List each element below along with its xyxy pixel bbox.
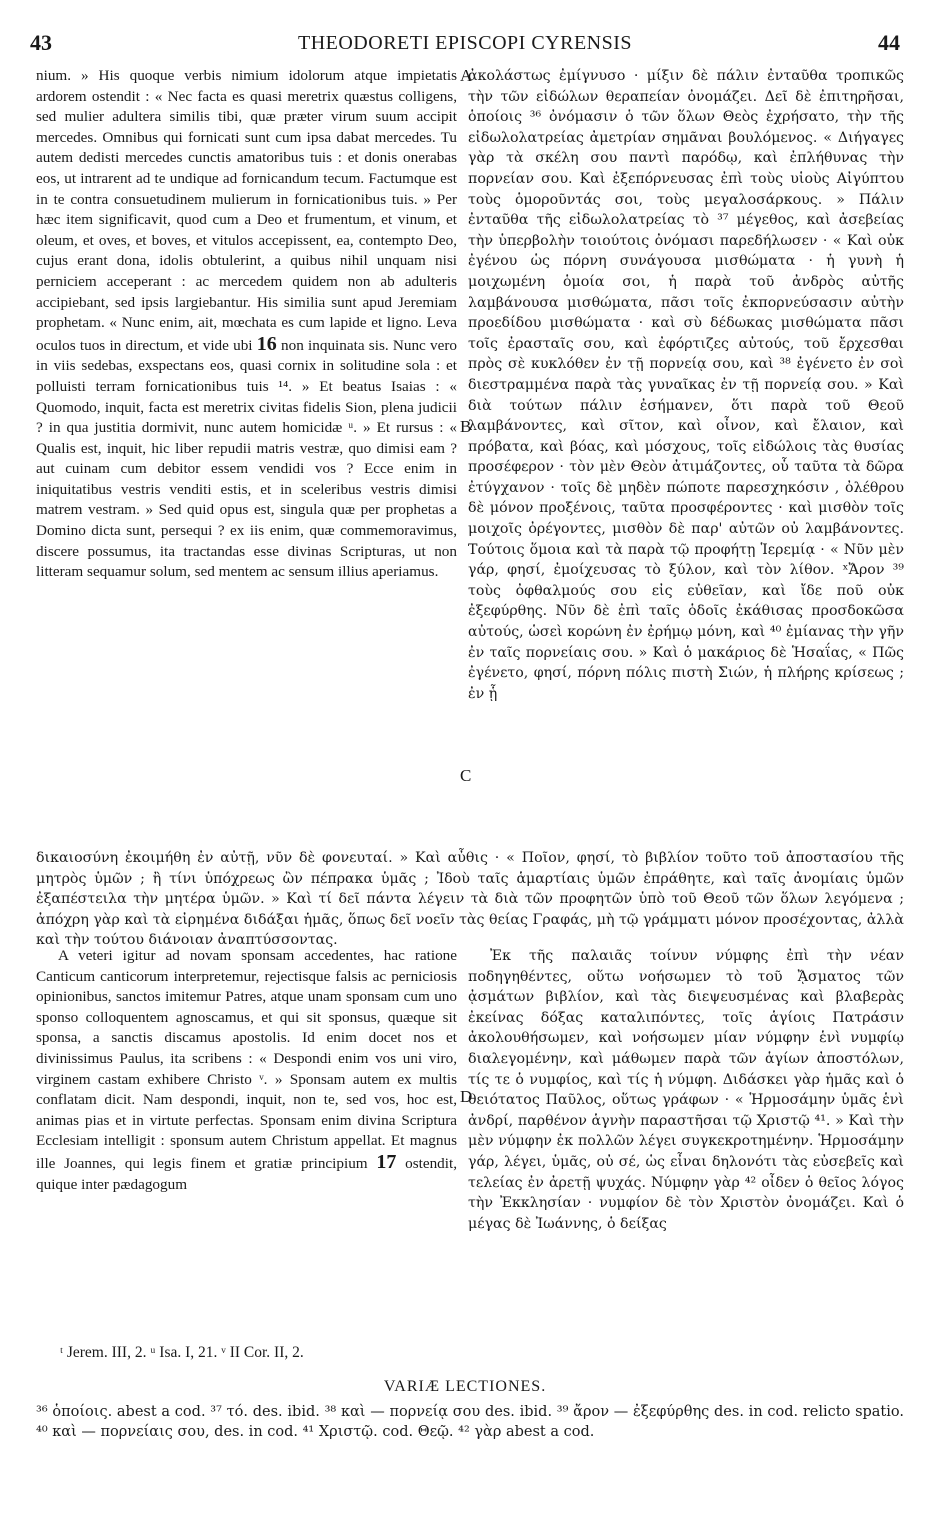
margin-marker-b: B bbox=[460, 417, 472, 436]
margin-marker-c: C bbox=[460, 766, 472, 785]
footnotes: ᵗ Jerem. III, 2. ᵘ Isa. I, 21. ᵛ II Cor. II, 2. bbox=[60, 1344, 304, 1361]
variae-lectiones-text: ³⁶ ὁποίοις. abest a cod. ³⁷ τό. des. ibid. ³⁸ καὶ — πορνείᾳ σου des. ibid. ³⁹ ἄρον — ἐξεφύρθης des. in cod. relicto spatio. ⁴⁰ καὶ — πορνείαις σου, des. in cod. ⁴¹ Χριστῷ. cod. Θεῷ. ⁴² γὰρ abest a cod. bbox=[36, 1404, 904, 1440]
latin-text-1b: non inquinata sis. Nunc vero in viis sedebas, exspectans eos, quasi cornix in solitudine sola : et polluisti terram fornicationibus tuis ¹⁴. » Et beatus Isaias : « Quomodo, inquit, facta est meretrix civitas fidelis Sion, plena judicii ? in qua justitia dormivit, nunc autem homicidæ ᵘ. » Et rursus : « Qualis est, inquit, hic liber repudii matris vestræ, quo dimisi eam ? aut cuinam cum debitor essem vendidi vos ? Ecce enim in iniquitatibus vestris venditi estis, et in sceleribus vestris dimisi matrem vestram. » Sed quid opus est, singula quæ per prophetas a Domino dicta sunt, persequi ? ex iis enim, quæ commemoravimus, discere possumus, ita tractandas esse divinas Scripturas, ut non litteram sequamur solum, sed mentem ac sensum illius aperiamus. bbox=[36, 336, 458, 581]
column-number-16: 16 bbox=[256, 332, 277, 355]
greek-paragraph-1: ἀκολάστως ἐμίγνυσο · μίξιν δὲ πάλιν ἐνταῦθα τροπικῶς τὴν τῶν εἰδώλων θεραπείαν ὀνομάζει. Δεῖ δὲ ἐπιτηρῆσαι, ὁποίοις ³⁶ ὀνόμασιν ὁ τῶν ὅλων Θεὸς ἐχρήσατο, τὴν τῆς εἰδωλολατρείας ἀμετρίαν σημᾶναι βουλόμενος. « Διήγαγες γὰρ τὰ σκέλη σου παντὶ παρόδῳ, καὶ ἐπλήθυνας τὴν πορνείαν σου. Καὶ ἐξεπόρνευσας ἐπὶ τοὺς υἱοὺς Αἰγύπτου τοὺς ὁμοροῦντάς σοι, τοὺς μεγαλοσάρκους. » Πάλιν ἐνταῦθα τῆς εἰδωλολατρείας τὸ ³⁷ μέγεθος, καὶ ἀσεβείας τὴν ὑπερβολὴν τοιούτοις ὀνόμασι παρεδήλωσεν · « Καὶ οὐκ ἐγένου ὡς πόρνη συνάγουσα μισθώματα · ἡ γυνὴ ἡ μοιχωμένη ὁμοία σοι, ἡ παρὰ τοῦ ἀνδρὸς αὐτῆς λαμβάνουσα μισθώματα, πᾶσι τοῖς ἐκπορνεύσασιν αὐτὴν προεδίδου μισθώματα · καὶ σὺ δέδωκας μισθώματα πᾶσι τοῖς ἐρασταῖς σου, καὶ ἐφόρτιζες αὐτούς, τοῦ ἔρχεσθαι πρὸς σὲ κυκλόθεν ἐν τῇ πορνείᾳ σου, καὶ ³⁸ ἐγένετο ἐν σοὶ διεστραμμένα παρὰ τὰς γυναῖκας ἐν τῇ πορνείᾳ σου. » Καὶ διὰ τούτων πάλιν ἐσήμανεν, ὅτι παρὰ τοῦ Θεοῦ λαμβάνοντες, καὶ σῖτον, καὶ οἶνον, καὶ ἔλαιον, καὶ πρόβατα, καὶ βόας, καὶ μόσχους, τοῖς εἰδώλοις τὰς θυσίας προσέφερον · τὸν μὲν Θεὸν ἀτιμάζοντες, οὗ ταῦτα τὰ δῶρα ἐτύγχανον · τοῖς δὲ μηδὲν πώποτε παρεσχηκόσιν , ὀλέθρου δὲ μόνον προξένοις, ταῦτα προσφέροντες · καὶ μισθὸν τοῖς μοιχοῖς ὀρέγοντες, μισθὸν δὲ παρ' αὐτῶν οὐ λαμβάνοντες. Τούτοις ὅμοια καὶ τὰ παρὰ τῷ προφήτῃ Ἱερεμίᾳ · « Νῦν μὲν γάρ, φησί, ἐμοίχευσας τὸ ξύλον, καὶ τὸν λίθον. ˣἌρον ³⁹ τοὺς ὀφθαλμούς σου εἰς εὐθεῖαν, καὶ ἴδε ποῦ οὐκ ἐξεφύρθης. Νῦν δὲ ἐπὶ ταῖς ὁδοῖς ἐκάθισας προσδοκῶσα αὐτούς, ὡσεὶ κορώνη ἐν ἐρήμῳ μόνη, καὶ ⁴⁰ ἐμίανας τὴν γῆν ἐν ταῖς πορνείαις σου. » Καὶ ὁ μακάριος δὲ Ἡσαΐας, « Πῶς ἐγένετο, φησί, πόρνη πόλις πιστὴ Σιών, ἡ πλήρης κρίσεως ; ἐν ᾗ bbox=[468, 68, 904, 702]
latin-column-upper bbox=[36, 66, 457, 583]
latin-paragraph-1 bbox=[36, 66, 457, 583]
latin-column-lower bbox=[36, 946, 457, 1195]
page-header bbox=[28, 30, 902, 60]
margin-marker-a: A bbox=[460, 66, 473, 85]
latin-text-2b: ostendit, quique inter pædagogum bbox=[36, 1154, 457, 1193]
greek-paragraph-2: Ἐκ τῆς παλαιᾶς τοίνυν νύμφης ἐπὶ τὴν νέαν ποδηγηθέντες, οὕτω νοήσωμεν τὸ τοῦ ᾌσματος τῶν ᾀσμάτων βιβλίον, καὶ τὰς διεψευσμένας καὶ βλαβερὰς ἐκείνας δόξας καταλιπόντες, τοῖς ἁγίοις Πατράσιν ἀκολουθήσωμεν, καὶ νοήσωμεν μίαν νύμφην ἑνὶ νυμφίῳ διαλεγομένην, καὶ μάθωμεν παρὰ τῶν ἁγίων ἀποστόλων, τίς τε ὁ νυμφίος, καὶ τίς ἡ νύμφη. Διδάσκει γὰρ ἡμᾶς καὶ ὁ θειότατος Παῦλος, οὕτως γράφων · « Ἡρμοσάμην ὑμᾶς ἑνὶ ἀνδρί, παρθένον ἁγνὴν παραστῆσαι τῷ Χριστῷ ⁴¹. » Καὶ τὴν μὲν νύμφην ἐκ πολλῶν λέγει συγκεκροτημένην. Ἡρμοσάμην γάρ, λέγει, ὑμᾶς, οὐ σέ, ὡς εἶναι δηλονότι τὰς εὐσεβεῖς καὶ τελείας ἐν ἀρετῇ ψυχάς. Νύμφην γὰρ ⁴² οἶδεν ὁ θεῖος λόγος τὴν Ἐκκλησίαν · νυμφίον δὲ τὸν Χριστὸν ὀνομάζει. Καὶ ὁ μέγας δὲ Ἰωάννης, ὁ δείξας bbox=[468, 948, 904, 1232]
page-number-right: 44 bbox=[878, 30, 900, 55]
latin-text-2a: A veteri igitur ad novam sponsam accedentes, hac ratione Canticum canticorum interpretemur, rejectisque falsis ac perniciosis opinionibus, sanctos imitemur Patres, atque unam sponsam cum uno sponso colloquentem agnoscamus, et qui sit sponsus, quæque sit sponsa, a sanctis discamus apostolis. Id enim docet nos et divinissimus Paulus, ita scribens : « Despondi enim vos uni viro, virginem castam exhibere Christo ᵛ. » Sponsam autem ex multis conflatam dicit. Nam despondi, inquit, non te, sed vos, hoc est, animas pias et in virtute perfectas. Sponsam enim divina Scriptura Ecclesiam intelligit : sponsum autem Christum appellat. Et magnus ille Joannes, qui legis finem et gratiæ principium bbox=[36, 947, 457, 1172]
latin-paragraph-2 bbox=[36, 946, 457, 1195]
latin-text-1a: nium. » His quoque verbis nimium idolorum atque impietatis ardorem ostendit : « Nec facta es quasi meretrix quæstus colligens, sed mulier adultera similis tibi, quæ præter virum suum accipit mercedes. Omnibus qui fornicati sunt cum ipsa dabat mercedes. Tu autem dedisti mercedes cunctis amatoribus tuis : et donis onerabas eos, ut intrarent ad te undique ad fornicandum tecum. Factumque est in te contra consuetudinem mulierum in fornicationibus tuis. » Per hæc item significavit, quod cum a Deo et frumentum, et vinum, et oleum, et oves, et boves, et vitulos accepissent, ea, contempto Deo, cujus erant dona, idolis obtulerint, a quibus nihil unquam nisi perniciem acceperant : ac mercedem quidem non ab adulteris accipiebant, sed ipsis largiebantur. His similia sunt apud Jeremiam prophetam. « Nunc enim, ait, mœchata es cum lapide et ligno. Leva oculos tuos in directum, et vide ubi bbox=[36, 67, 457, 354]
greek-fullwidth-block bbox=[36, 848, 904, 951]
running-title: THEODORETI EPISCOPI CYRENSIS bbox=[297, 32, 633, 54]
page-number-left: 43 bbox=[30, 30, 52, 55]
margin-marker-d: D bbox=[460, 1087, 473, 1106]
greek-column-lower bbox=[468, 946, 904, 1234]
greek-column-upper bbox=[468, 66, 904, 704]
variae-lectiones-title: VARIÆ LECTIONES. bbox=[383, 1378, 547, 1395]
column-number-17: 17 bbox=[376, 1150, 397, 1173]
greek-fullwidth-text: δικαιοσύνη ἐκοιμήθη ἐν αὐτῇ, νῦν δὲ φονευταί. » Καὶ αὖθις · « Ποῖον, φησί, τὸ βιβλίον τοῦτο τοῦ ἀποστασίου τῆς μητρὸς ὑμῶν ; ἢ τίνι ὑπόχρεως ὢν πέπρακα ὑμᾶς ; Ἰδοὺ ταῖς ἁμαρτίαις ὑμῶν ἐπράθητε, καὶ ταῖς ἀνομίαις ὑμῶν ἐξαπέστειλα τὴν μητέρα ὑμῶν. » Καὶ τί δεῖ πάντα λέγειν τὰ διὰ τῶν προφητῶν ὑπὸ τοῦ Θεοῦ τῶν ὅλων λεγόμενα ; ἀπόχρη γὰρ καὶ τὰ εἰρημένα διδάξαι ἡμᾶς, ὅπως δεῖ νοεῖν τὰς θείας Γραφάς, μὴ τῷ γράμματι μόνον προσέχοντας, ἀλλὰ καὶ τὴν τούτου διάνοιαν ἀναπτύσσοντας. bbox=[36, 850, 904, 949]
